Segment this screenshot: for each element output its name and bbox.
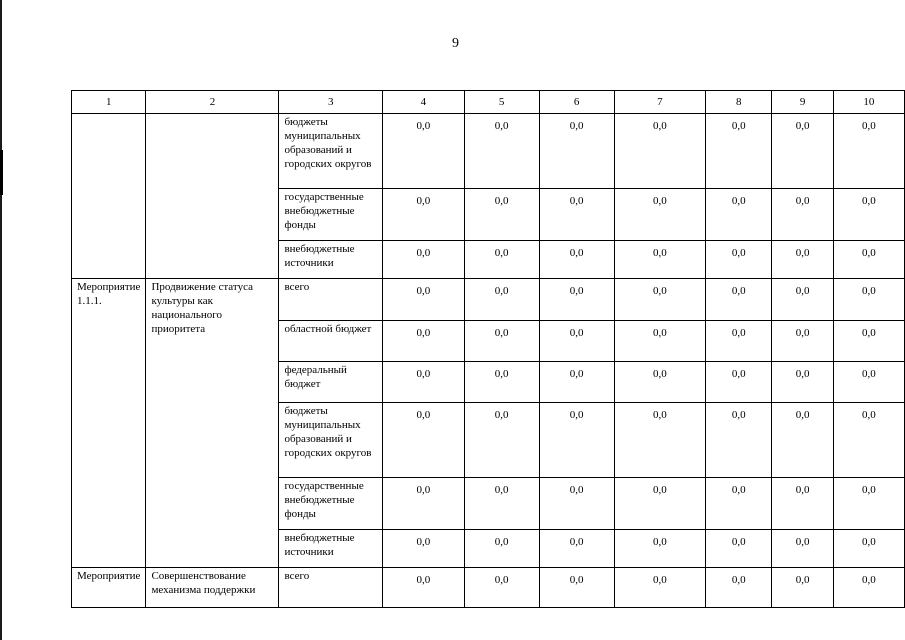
funding-source-cell: всего — [279, 279, 383, 321]
value-cell: 0,0 — [464, 362, 539, 403]
value-cell: 0,0 — [539, 241, 614, 279]
header-cell: 1 — [72, 91, 146, 114]
value-cell: 0,0 — [539, 362, 614, 403]
header-cell: 3 — [279, 91, 383, 114]
value-cell: 0,0 — [614, 478, 705, 530]
funding-source-cell: государственные внебюджетные фонды — [279, 478, 383, 530]
value-cell: 0,0 — [706, 114, 772, 189]
value-cell: 0,0 — [706, 568, 772, 608]
value-cell: 0,0 — [382, 241, 464, 279]
budget-table — [71, 90, 905, 608]
value-cell: 0,0 — [464, 530, 539, 568]
funding-source-cell: бюджеты муниципальных образований и городских округов — [279, 403, 383, 478]
page-number: 9 — [452, 36, 459, 51]
value-cell: 0,0 — [382, 568, 464, 608]
table-row — [72, 114, 905, 189]
funding-source-cell: внебюджетные источники — [279, 530, 383, 568]
value-cell: 0,0 — [706, 403, 772, 478]
value-cell: 0,0 — [706, 362, 772, 403]
header-cell: 9 — [772, 91, 833, 114]
value-cell: 0,0 — [833, 478, 904, 530]
value-cell: 0,0 — [382, 362, 464, 403]
value-cell: 0,0 — [539, 279, 614, 321]
value-cell: 0,0 — [833, 568, 904, 608]
measure-cell — [72, 114, 146, 279]
value-cell: 0,0 — [464, 478, 539, 530]
value-cell: 0,0 — [464, 568, 539, 608]
measure-cell: Мероприятие — [72, 568, 146, 608]
value-cell: 0,0 — [614, 568, 705, 608]
value-cell: 0,0 — [614, 403, 705, 478]
page-left-edge-mark — [0, 150, 3, 195]
value-cell: 0,0 — [382, 189, 464, 241]
header-row — [72, 91, 905, 114]
measure-name-cell: Совершенствование механизма поддержки — [146, 568, 279, 608]
value-cell: 0,0 — [382, 321, 464, 362]
value-cell: 0,0 — [614, 114, 705, 189]
measure-name-cell — [146, 114, 279, 279]
funding-source-cell: федеральный бюджет — [279, 362, 383, 403]
value-cell: 0,0 — [706, 189, 772, 241]
value-cell: 0,0 — [614, 530, 705, 568]
value-cell: 0,0 — [833, 241, 904, 279]
value-cell: 0,0 — [833, 321, 904, 362]
value-cell: 0,0 — [464, 189, 539, 241]
value-cell: 0,0 — [614, 279, 705, 321]
value-cell: 0,0 — [382, 530, 464, 568]
value-cell: 0,0 — [539, 403, 614, 478]
value-cell: 0,0 — [833, 403, 904, 478]
value-cell: 0,0 — [539, 478, 614, 530]
value-cell: 0,0 — [382, 114, 464, 189]
table-row — [72, 279, 905, 321]
value-cell: 0,0 — [833, 362, 904, 403]
header-cell: 10 — [833, 91, 904, 114]
value-cell: 0,0 — [772, 189, 833, 241]
value-cell: 0,0 — [706, 321, 772, 362]
value-cell: 0,0 — [706, 279, 772, 321]
value-cell: 0,0 — [464, 403, 539, 478]
measure-name-cell: Продвижение статуса культуры как национального приоритета — [146, 279, 279, 568]
value-cell: 0,0 — [833, 114, 904, 189]
table-row — [72, 568, 905, 608]
value-cell: 0,0 — [539, 189, 614, 241]
value-cell: 0,0 — [614, 321, 705, 362]
value-cell: 0,0 — [539, 321, 614, 362]
value-cell: 0,0 — [772, 478, 833, 530]
funding-source-cell: внебюджетные источники — [279, 241, 383, 279]
value-cell: 0,0 — [539, 114, 614, 189]
header-cell: 4 — [382, 91, 464, 114]
value-cell: 0,0 — [772, 530, 833, 568]
header-cell: 7 — [614, 91, 705, 114]
header-cell: 8 — [706, 91, 772, 114]
value-cell: 0,0 — [382, 279, 464, 321]
funding-source-cell: всего — [279, 568, 383, 608]
value-cell: 0,0 — [614, 189, 705, 241]
value-cell: 0,0 — [833, 279, 904, 321]
funding-source-cell: областной бюджет — [279, 321, 383, 362]
value-cell: 0,0 — [614, 362, 705, 403]
value-cell: 0,0 — [833, 530, 904, 568]
value-cell: 0,0 — [772, 568, 833, 608]
value-cell: 0,0 — [772, 403, 833, 478]
funding-source-cell: государственные внебюджетные фонды — [279, 189, 383, 241]
value-cell: 0,0 — [706, 241, 772, 279]
page-left-edge — [0, 0, 2, 640]
funding-source-cell: бюджеты муниципальных образований и городских округов — [279, 114, 383, 189]
value-cell: 0,0 — [539, 530, 614, 568]
header-cell: 5 — [464, 91, 539, 114]
value-cell: 0,0 — [706, 478, 772, 530]
value-cell: 0,0 — [772, 362, 833, 403]
value-cell: 0,0 — [772, 321, 833, 362]
value-cell: 0,0 — [614, 241, 705, 279]
value-cell: 0,0 — [464, 114, 539, 189]
value-cell: 0,0 — [833, 189, 904, 241]
value-cell: 0,0 — [772, 114, 833, 189]
value-cell: 0,0 — [772, 279, 833, 321]
value-cell: 0,0 — [706, 530, 772, 568]
value-cell: 0,0 — [772, 241, 833, 279]
value-cell: 0,0 — [464, 279, 539, 321]
header-cell: 6 — [539, 91, 614, 114]
value-cell: 0,0 — [382, 403, 464, 478]
value-cell: 0,0 — [539, 568, 614, 608]
value-cell: 0,0 — [382, 478, 464, 530]
header-cell: 2 — [146, 91, 279, 114]
value-cell: 0,0 — [464, 241, 539, 279]
measure-cell: Мероприятие 1.1.1. — [72, 279, 146, 568]
value-cell: 0,0 — [464, 321, 539, 362]
